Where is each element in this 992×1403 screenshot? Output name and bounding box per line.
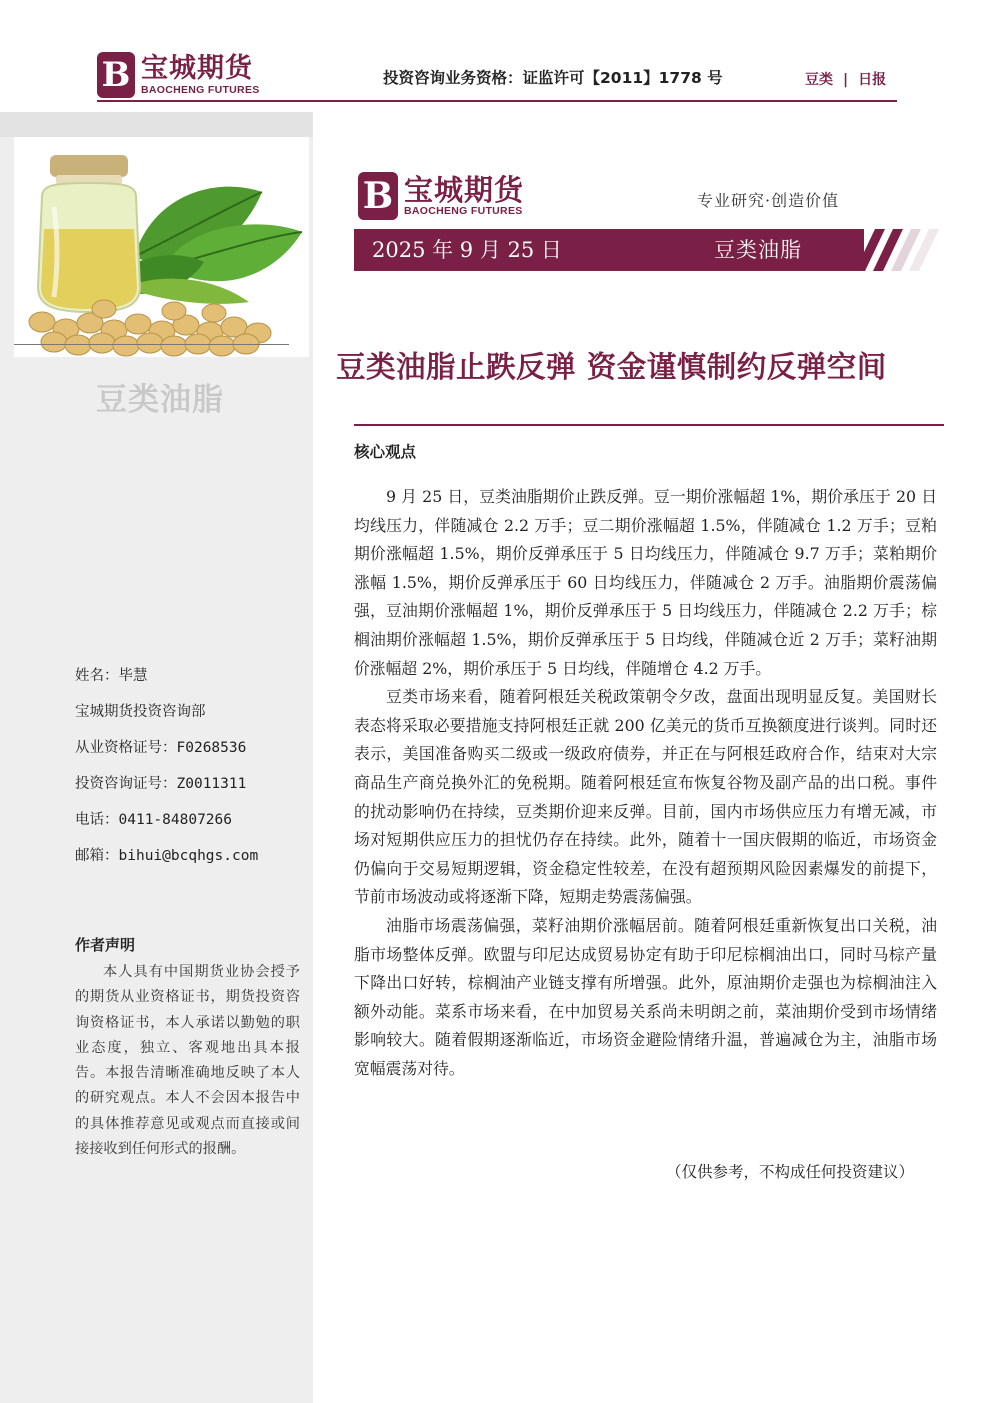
logo-mark-icon: B xyxy=(358,172,398,220)
paragraph-market-overview: 9 月 25 日，豆类油脂期价止跌反弹。豆一期价涨幅超 1%，期价承压于 20 日均线压力，伴随减仓 2.2 万手；豆二期价涨幅超 1.5%，伴随减仓 1.2 万手；豆粕期价涨幅超 1.5%，期价反弹承压于 5 日均线压力，伴随减仓 9.7 万手；菜粕期价涨幅 1.5%，期价反弹承压于 60 日均线压力，伴随减仓 2 万手。油脂期价震荡偏强，豆油期价涨幅超 1%，期价反弹承压于 5 日均线压力，伴随减仓 2.2 万手；棕榈油期价涨幅超 1.5%，期价反弹承压于 5 日均线，伴随减仓近 2 万手；菜籽油期价涨幅超 2%，期价承压于 5 日均线，伴随增仓 4.2 万手。 xyxy=(354,487,937,678)
sidebar-top-band xyxy=(0,112,313,137)
disclaimer: （仅供参考，不构成任何投资建议） xyxy=(666,1163,915,1181)
tag-separator: | xyxy=(843,72,849,88)
section-title: 核心观点 xyxy=(354,443,417,461)
author-phone: 电话：0411-84807266 xyxy=(75,812,232,828)
band-stripes-decoration xyxy=(855,229,945,271)
report-tags xyxy=(805,69,886,89)
sidebar-title: 豆类油脂 xyxy=(96,382,224,418)
logo-mark-icon: B xyxy=(97,52,135,98)
logo-text-cn: 宝城期货 xyxy=(404,173,525,207)
logo-text-cn: 宝城期货 xyxy=(141,53,253,84)
tag-type: 日报 xyxy=(858,72,887,88)
author-name: 姓名：毕慧 xyxy=(75,668,148,684)
report-category: 豆类油脂 xyxy=(714,238,802,262)
logo-text-en: BAOCHENG FUTURES xyxy=(404,205,523,217)
brand-logo xyxy=(97,52,260,98)
license-statement: 投资咨询业务资格：证监许可【2011】1778 号 xyxy=(383,69,723,87)
declaration-body: 本人具有中国期货业协会授予的期货从业资格证书，期货投资咨询资格证书，本人承诺以勤勉的职业态度，独立、客观地出具本报告。本报告清晰准确地反映了本人的研究观点。本人不会因本报告中的具体推荐意见或观点而直接或间接接收到任何形式的报酬。 xyxy=(75,964,300,1158)
author-department: 宝城期货投资咨询部 xyxy=(75,704,206,720)
cover-photo xyxy=(14,137,309,357)
slogan: 专业研究·创造价值 xyxy=(697,191,840,210)
paragraph-soybean-analysis: 豆类市场来看，随着阿根廷关税政策朝令夕改，盘面出现明显反复。美国财长表态将采取必要措施支持阿根廷正就 200 亿美元的货币互换额度进行谈判。同时还表示，美国准备购买二级或一级政府债券，并正在与阿根廷政府合作，结束对大宗商品生产商兑换外汇的免税期。随着阿根廷宣布恢复谷物及副产品的出口税。事件的扰动影响仍在持续，豆类期价迎来反弹。目前，国内市场供应压力有增无减，市场对短期供应压力的担忧仍存在持续。此外，随着十一国庆假期的临近，市场资金仍偏向于交易短期逻辑，资金稳定性较差，在没有超预期风险因素爆发的前提下，节前市场波动或将逐渐下降，短期走势震荡偏强。 xyxy=(354,687,937,907)
date-category-band xyxy=(354,229,864,271)
logo-text-en: BAOCHENG FUTURES xyxy=(141,84,260,96)
declaration-title: 作者声明 xyxy=(75,936,136,954)
tag-category: 豆类 xyxy=(805,72,833,88)
report-date: 2025 年 9 月 25 日 xyxy=(372,238,562,262)
page-header xyxy=(0,0,992,108)
brand-logo-large xyxy=(358,172,524,220)
photo-underline xyxy=(14,344,289,345)
left-sidebar xyxy=(0,112,313,1403)
report-content xyxy=(354,483,937,1083)
paragraph-oils-analysis: 油脂市场震荡偏强，菜籽油期价涨幅居前。随着阿根廷重新恢复出口关税，油脂市场整体反弹。欧盟与印尼达成贸易协定有助于印尼棕榈油出口，同时马棕产量下降出口好转，棕榈油产业链支撑有所增强。此外，原油期价走强也为棕榈油注入额外动能。菜系市场来看，在中加贸易关系尚未明朗之前，菜油期价受到市场情绪影响较大。随着假期逐渐临近，市场资金避险情绪升温，普遍减仓为主，油脂市场宽幅震荡对待。 xyxy=(354,915,937,1078)
author-email: 邮箱：bihui@bcqhgs.com xyxy=(75,848,259,864)
headline-divider xyxy=(354,424,944,426)
oil-jar-soybean-illustration xyxy=(14,137,309,357)
author-info xyxy=(75,664,305,880)
report-headline: 豆类油脂止跌反弹 资金谨慎制约反弹空间 xyxy=(336,350,887,384)
header-divider xyxy=(97,100,897,102)
author-consulting-no: 投资咨询证号：Z0011311 xyxy=(75,776,247,792)
author-qualification-no: 从业资格证号：F0268536 xyxy=(75,740,247,756)
